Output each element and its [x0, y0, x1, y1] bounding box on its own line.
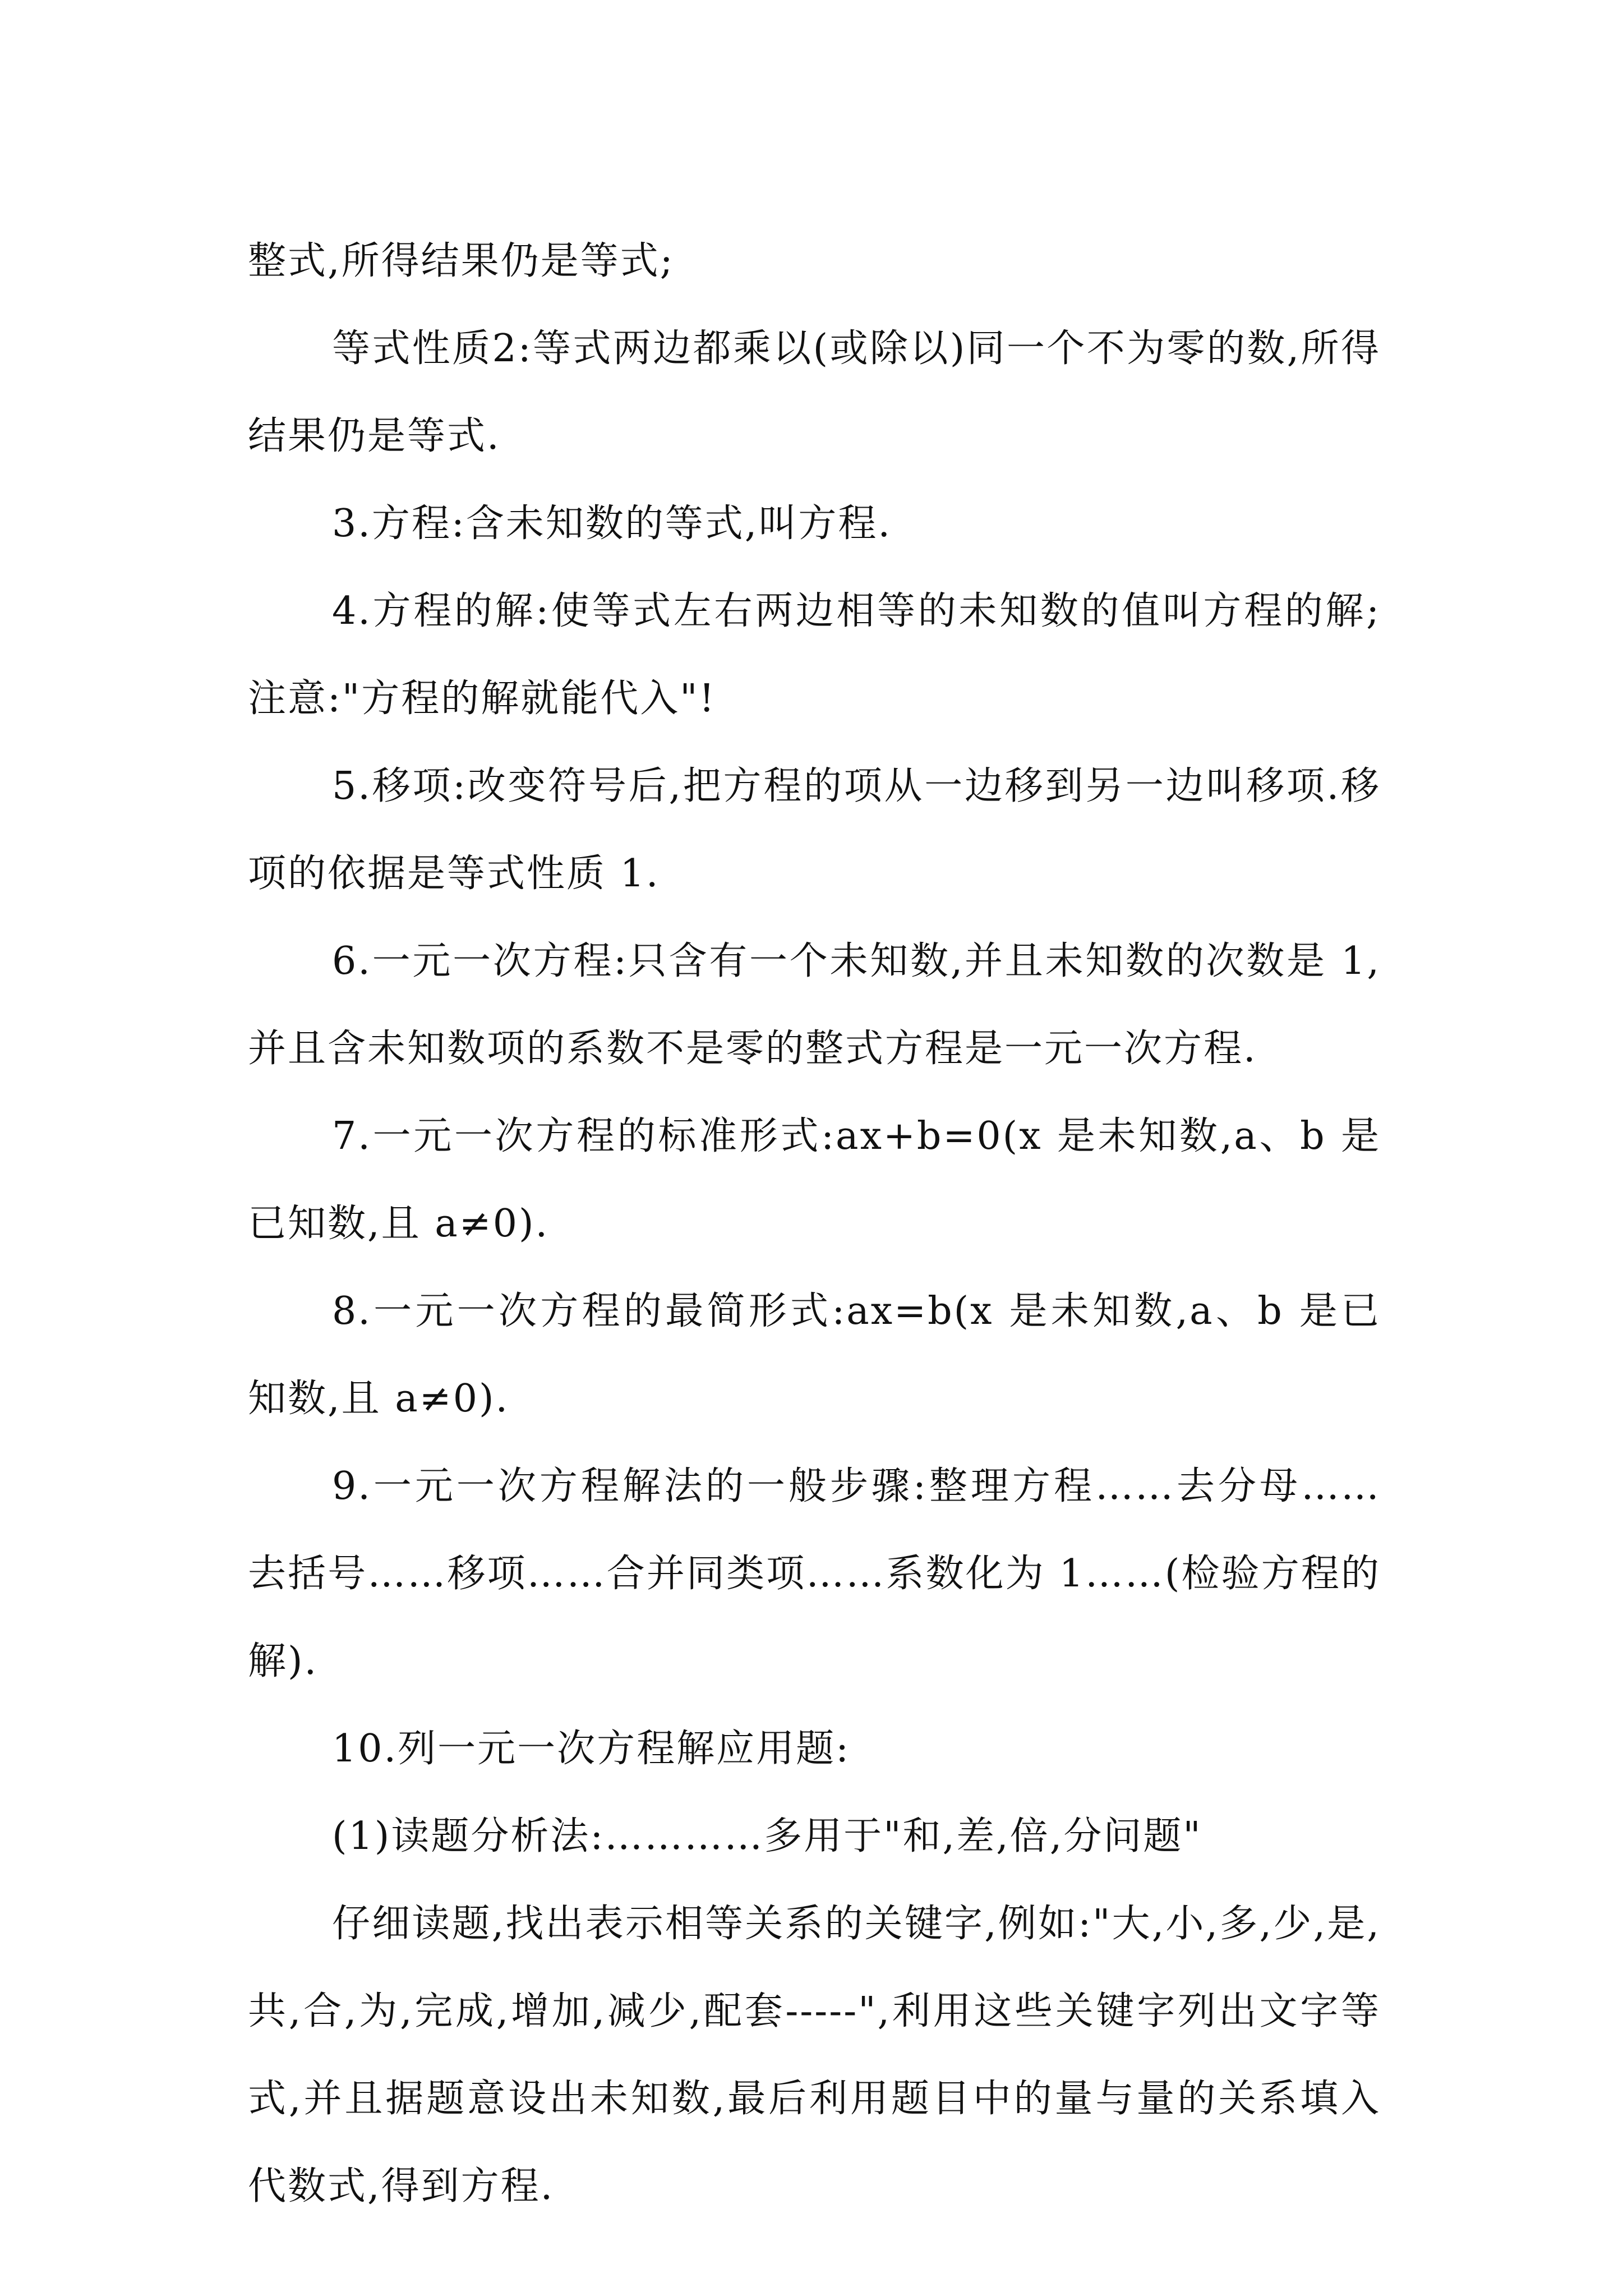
paragraph-transposition: 5.移项:改变符号后,把方程的项从一边移到另一边叫移项.移项的依据是等式性质 1. — [248, 764, 1381, 896]
paragraph-reading-analysis: (1)读题分析法:…………多用于"和,差,倍,分问题" — [332, 1814, 1202, 1858]
paragraph-simplest-form: 8.一元一次方程的最简形式:ax=b(x 是未知数,a、b 是已知数,且 a≠0). — [248, 1289, 1381, 1421]
document-body — [248, 218, 1381, 2230]
paragraph-standard-form: 7.一元一次方程的标准形式:ax+b=0(x 是未知数,a、b 是已知数,且 a≠0). — [248, 1114, 1381, 1246]
paragraph-equation-property-2: 等式性质2:等式两边都乘以(或除以)同一个不为零的数,所得结果仍是等式. — [248, 326, 1381, 458]
paragraph-linear-equation: 6.一元一次方程:只含有一个未知数,并且未知数的次数是 1,并且含未知数项的系数不是零的整式方程是一元一次方程. — [248, 939, 1381, 1071]
paragraph-equation-definition: 3.方程:含未知数的等式,叫方程. — [332, 501, 892, 546]
paragraph-keyword-method: 仔细读题,找出表示相等关系的关键字,例如:"大,小,多,少,是,共,合,为,完成,增加,减少,配套-----",利用这些关键字列出文字等式,并且据题意设出未知数,最后利用题目中的量与量的关系填入代数式,得到方程. — [248, 1902, 1381, 2208]
paragraph-equation-solution: 4.方程的解:使等式左右两边相等的未知数的值叫方程的解;注意:"方程的解就能代入"! — [248, 589, 1381, 721]
paragraph-solution-steps: 9.一元一次方程解法的一般步骤:整理方程……去分母……去括号……移项……合并同类项……系数化为 1……(检验方程的解). — [248, 1464, 1381, 1683]
paragraph-continuation: 整式,所得结果仍是等式; — [248, 239, 675, 283]
paragraph-word-problems: 10.列一元一次方程解应用题: — [332, 1727, 851, 1771]
